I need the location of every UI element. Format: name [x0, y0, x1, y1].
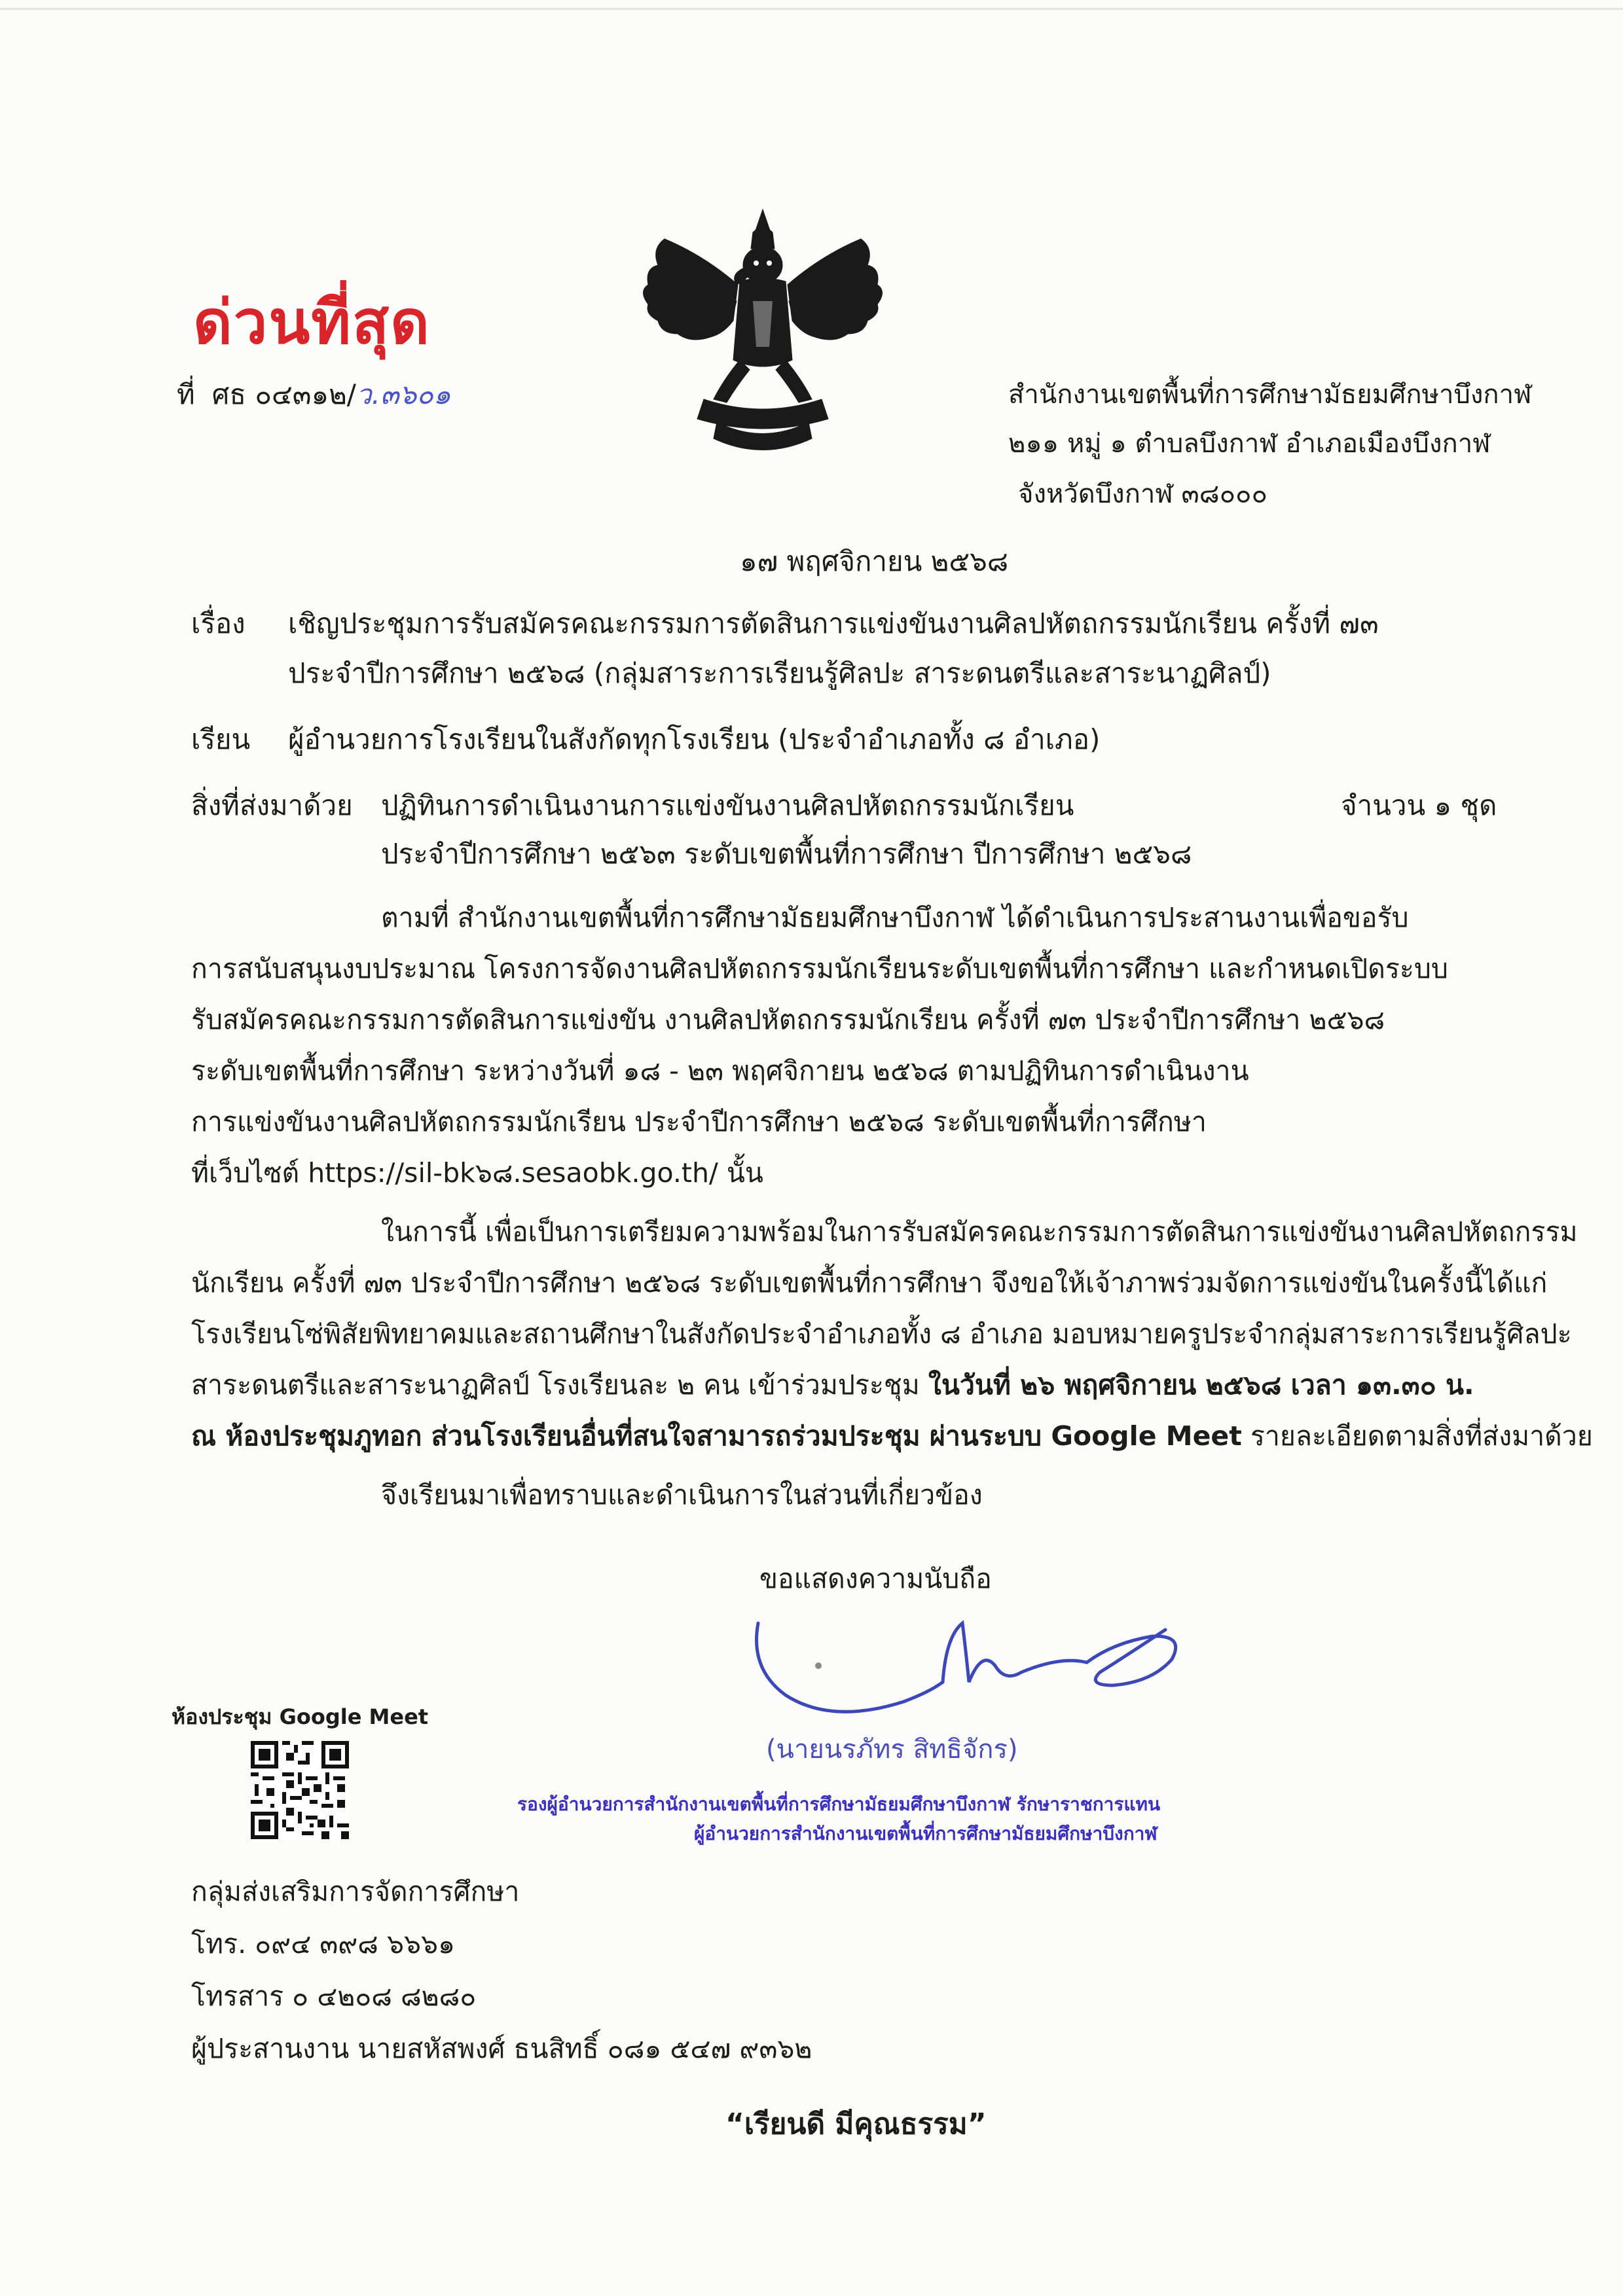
- letter-date: ๑๗ พฤศจิกายน ๒๕๖๘: [740, 545, 1009, 577]
- paragraph-1-line-6: ที่เว็บไซต์ https://sil-bk๖๘.sesaobk.go.th/ นั้น: [191, 1157, 763, 1189]
- motto: “เรียนดี มีคุณธรรม”: [725, 2108, 987, 2141]
- meeting-location: ณ ห้องประชุมภูทอก ส่วนโรงเรียนอื่นที่สนใจสามารถร่วมประชุม ผ่านระบบ Google Meet: [191, 1420, 1242, 1452]
- closing-salutation: ขอแสดงความนับถือ: [759, 1563, 992, 1594]
- paragraph-2-line-3: โรงเรียนโซ่พิสัยพิทยาคมและสถานศึกษาในสังกัดประจำอำเภอทั้ง ๘ อำเภอ มอบหมายครูประจำกลุ่มสาระการเรียนรู้ศิลปะ: [191, 1318, 1572, 1350]
- recipient-label: เรียน: [191, 723, 251, 755]
- sender-address: ๒๑๑ หมู่ ๑ ตำบลบึงกาฬ อำเภอเมืองบึงกาฬ: [1008, 429, 1491, 459]
- document-number-value: ศธ ๐๔๓๑๒/: [211, 378, 356, 410]
- sender-office: สำนักงานเขตพื้นที่การศึกษามัธยมศึกษาบึงกาฬ: [1008, 380, 1532, 410]
- recipient-text: ผู้อำนวยการโรงเรียนในสังกัดทุกโรงเรียน (ประจำอำเภอทั้ง ๘ อำเภอ): [288, 723, 1101, 755]
- contact-group: กลุ่มส่งเสริมการจัดการศึกษา: [191, 1876, 520, 1907]
- enclosure-line-2: ประจำปีการศึกษา ๒๕๖๓ ระดับเขตพื้นที่การศึกษา ปีการศึกษา ๒๕๖๘: [381, 838, 1192, 870]
- closing-request: จึงเรียนมาเพื่อทราบและดำเนินการในส่วนที่เกี่ยวข้อง: [381, 1479, 983, 1511]
- document-number-handwritten: ว.๓๖๐๑: [356, 378, 451, 410]
- sender-province: จังหวัดบึงกาฬ ๓๘๐๐๐: [1018, 479, 1267, 509]
- google-meet-label: ห้องประชุม Google Meet: [172, 1704, 429, 1729]
- paragraph-1-line-4: ระดับเขตพื้นที่การศึกษา ระหว่างวันที่ ๑๘ - ๒๓ พฤศจิกายน ๒๕๖๘ ตามปฏิทินการดำเนินงาน: [191, 1055, 1249, 1086]
- urgency-label: ด่วนที่สุด: [193, 287, 431, 357]
- signatory-position-2: ผู้อำนวยการสำนักงานเขตพื้นที่การศึกษามัธยมศึกษาบึงกาฬ: [694, 1823, 1158, 1844]
- signatory-position-1: รองผู้อำนวยการสำนักงานเขตพื้นที่การศึกษามัธยมศึกษาบึงกาฬ รักษาราชการแทน: [517, 1793, 1161, 1815]
- handwritten-signature: [746, 1610, 1192, 1728]
- qr-code-icon[interactable]: [251, 1741, 349, 1839]
- paragraph-2-line-4: [191, 1364, 1474, 1407]
- enclosure-line-1: ปฏิทินการดำเนินงานการแข่งขันงานศิลปหัตถกรรมนักเรียน: [381, 789, 1074, 821]
- paragraph-2-line-4-text: สาระดนตรีและสาระนาฏศิลป์ โรงเรียนละ ๒ คน เข้าร่วมประชุม: [191, 1369, 928, 1401]
- paragraph-1-line-1: ตามที่ สำนักงานเขตพื้นที่การศึกษามัธยมศึกษาบึงกาฬ ได้ดำเนินการประสานงานเพื่อขอรับ: [381, 902, 1409, 933]
- enclosure-quantity: จำนวน ๑ ชุด: [1341, 789, 1497, 821]
- garuda-emblem-icon: [625, 203, 900, 465]
- paragraph-2-line-5: [191, 1415, 1593, 1458]
- subject-line-2: ประจำปีการศึกษา ๒๕๖๘ (กลุ่มสาระการเรียนรู้ศิลปะ สาระดนตรีและสาระนาฏศิลป์): [288, 657, 1271, 689]
- subject-label: เรื่อง: [191, 607, 246, 639]
- document-number-label: ที่: [177, 378, 195, 410]
- signatory-name: (นายนรภัทร สิทธิจักร): [766, 1734, 1018, 1765]
- paragraph-1-line-2: การสนับสนุนงบประมาณ โครงการจัดงานศิลปหัตถกรรมนักเรียนระดับเขตพื้นที่การศึกษา และกำหนดเปิดระบบ: [191, 953, 1448, 984]
- enclosure-label: สิ่งที่ส่งมาด้วย: [191, 789, 353, 821]
- paragraph-1-line-5: การแข่งขันงานศิลปหัตถกรรมนักเรียน ประจำปีการศึกษา ๒๕๖๘ ระดับเขตพื้นที่การศึกษา: [191, 1106, 1207, 1138]
- paragraph-1-line-3: รับสมัครคณะกรรมการตัดสินการแข่งขัน งานศิลปหัตถกรรมนักเรียน ครั้งที่ ๗๓ ประจำปีการศึกษา ๒๕๖๘: [191, 1004, 1385, 1035]
- contact-phone: โทร. ๐๙๔ ๓๙๘ ๖๖๖๑: [191, 1928, 456, 1960]
- paragraph-2-line-5-text: รายละเอียดตามสิ่งที่ส่งมาด้วย: [1241, 1420, 1593, 1452]
- paragraph-2-line-1: ในการนี้ เพื่อเป็นการเตรียมความพร้อมในการรับสมัครคณะกรรมการตัดสินการแข่งขันงานศิลปหัตถกรรม: [381, 1216, 1578, 1247]
- contact-fax: โทรสาร ๐ ๔๒๐๘ ๘๒๘๐: [191, 1981, 477, 2012]
- subject-line-1: เชิญประชุมการรับสมัครคณะกรรมการตัดสินการแข่งขันงานศิลปหัตถกรรมนักเรียน ครั้งที่ ๗๓: [288, 607, 1379, 639]
- document-number: [177, 373, 451, 416]
- meeting-datetime: ในวันที่ ๒๖ พฤศจิกายน ๒๕๖๘ เวลา ๑๓.๓๐ น.: [928, 1369, 1474, 1401]
- paragraph-2-line-2: นักเรียน ครั้งที่ ๗๓ ประจำปีการศึกษา ๒๕๖๘ ระดับเขตพื้นที่การศึกษา จึงขอให้เจ้าภาพร่วมจัดการแข่งขันในครั้งนี้ได้แก่: [191, 1267, 1548, 1299]
- scan-edge-line: [0, 8, 1623, 10]
- contact-coordinator: ผู้ประสานงาน นายสหัสพงศ์ ธนสิทธิ์ ๐๘๑ ๕๔๗ ๙๓๖๒: [191, 2033, 812, 2064]
